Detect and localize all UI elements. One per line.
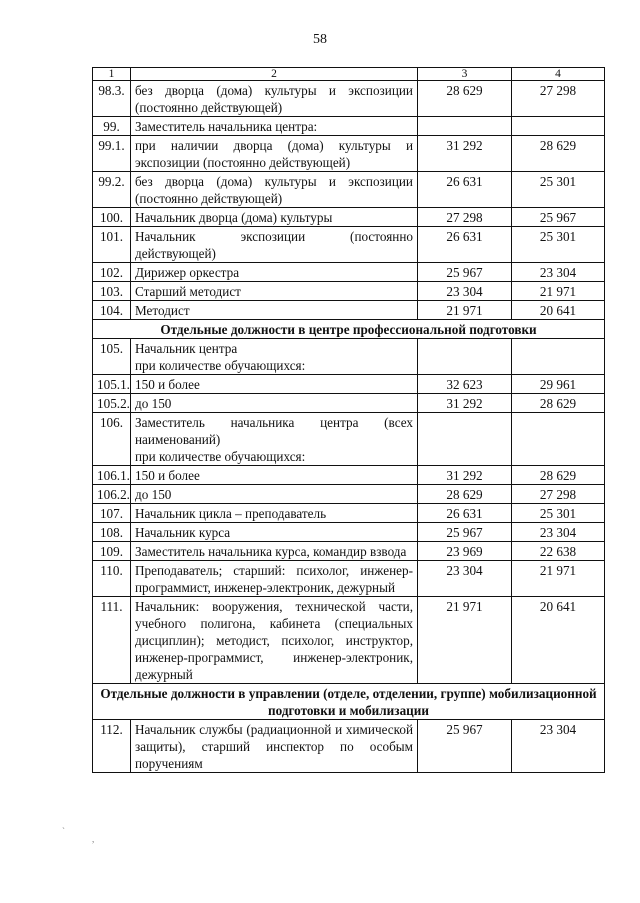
table-row — [93, 117, 605, 136]
column-header: 1 — [93, 68, 131, 81]
scan-artifact: , — [92, 834, 95, 844]
section-title: Отдельные должности в управлении (отделе, отделении, группе) мобилизационной подготовки и мобилизации — [93, 684, 605, 720]
position-name: Старший методист — [131, 282, 418, 301]
row-number: 100. — [93, 208, 131, 227]
salary-value-col4: 23 304 — [512, 720, 605, 773]
salary-value-col3: 23 304 — [418, 282, 512, 301]
salary-table — [92, 67, 605, 773]
position-name: Начальник цикла – преподаватель — [131, 504, 418, 523]
page-number: 58 — [313, 32, 327, 47]
position-name: Заместитель начальника курса, командир взвода — [131, 542, 418, 561]
row-number: 104. — [93, 301, 131, 320]
salary-value-col3: 31 292 — [418, 136, 512, 172]
salary-value-col3: 26 631 — [418, 504, 512, 523]
table-row — [93, 542, 605, 561]
salary-value-col3 — [418, 413, 512, 466]
section-header-row — [93, 320, 605, 339]
row-number: 107. — [93, 504, 131, 523]
table-row — [93, 394, 605, 413]
row-number: 111. — [93, 597, 131, 684]
section-title: Отдельные должности в центре профессиональной подготовки — [93, 320, 605, 339]
row-number: 105.1. — [93, 375, 131, 394]
salary-value-col4: 28 629 — [512, 136, 605, 172]
salary-value-col3: 25 967 — [418, 720, 512, 773]
salary-value-col4: 25 967 — [512, 208, 605, 227]
table-row — [93, 339, 605, 375]
row-number: 112. — [93, 720, 131, 773]
salary-value-col3: 31 292 — [418, 466, 512, 485]
row-number: 101. — [93, 227, 131, 263]
table-row — [93, 301, 605, 320]
position-name: Преподаватель; старший: психолог, инженер-программист, инженер-электроник, дежурный — [131, 561, 418, 597]
salary-value-col4: 21 971 — [512, 561, 605, 597]
section-header-row — [93, 684, 605, 720]
salary-value-col4: 27 298 — [512, 81, 605, 117]
row-number: 108. — [93, 523, 131, 542]
position-name: без дворца (дома) культуры и экспозиции (постоянно действующей) — [131, 172, 418, 208]
salary-value-col3: 27 298 — [418, 208, 512, 227]
position-name: Начальник дворца (дома) культуры — [131, 208, 418, 227]
salary-value-col3: 23 304 — [418, 561, 512, 597]
column-header: 3 — [418, 68, 512, 81]
table-row — [93, 720, 605, 773]
table-row — [93, 413, 605, 466]
table-row — [93, 136, 605, 172]
salary-value-col4: 25 301 — [512, 504, 605, 523]
table-row — [93, 208, 605, 227]
salary-value-col3: 26 631 — [418, 227, 512, 263]
table-row — [93, 597, 605, 684]
row-number: 105. — [93, 339, 131, 375]
position-name: Дирижер оркестра — [131, 263, 418, 282]
column-header: 2 — [131, 68, 418, 81]
salary-value-col3: 28 629 — [418, 81, 512, 117]
row-number: 106.2. — [93, 485, 131, 504]
position-name: Методист — [131, 301, 418, 320]
row-number: 99.1. — [93, 136, 131, 172]
table-row — [93, 504, 605, 523]
salary-value-col4: 27 298 — [512, 485, 605, 504]
salary-value-col4: 23 304 — [512, 263, 605, 282]
salary-value-col3 — [418, 339, 512, 375]
salary-value-col4: 23 304 — [512, 523, 605, 542]
table-row — [93, 172, 605, 208]
row-number: 99.2. — [93, 172, 131, 208]
position-name: Заместитель начальника центра (всех наименований) при количестве обучающихся: — [131, 413, 418, 466]
salary-value-col3: 28 629 — [418, 485, 512, 504]
table-row — [93, 466, 605, 485]
row-number: 106.1. — [93, 466, 131, 485]
position-name: Начальник экспозиции (постоянно действующей) — [131, 227, 418, 263]
salary-value-col3: 31 292 — [418, 394, 512, 413]
salary-value-col4: 28 629 — [512, 466, 605, 485]
position-name: Начальник центра при количестве обучающихся: — [131, 339, 418, 375]
salary-value-col4: 20 641 — [512, 597, 605, 684]
salary-value-col4: 22 638 — [512, 542, 605, 561]
table-row — [93, 523, 605, 542]
salary-value-col4: 21 971 — [512, 282, 605, 301]
position-name: при наличии дворца (дома) культуры и экспозиции (постоянно действующей) — [131, 136, 418, 172]
row-number: 98.3. — [93, 81, 131, 117]
position-name: Начальник курса — [131, 523, 418, 542]
column-header-row — [93, 68, 605, 81]
salary-value-col4 — [512, 413, 605, 466]
position-name: до 150 — [131, 485, 418, 504]
position-name: Заместитель начальника центра: — [131, 117, 418, 136]
position-name: 150 и более — [131, 466, 418, 485]
salary-value-col4: 28 629 — [512, 394, 605, 413]
salary-value-col3 — [418, 117, 512, 136]
position-name: 150 и более — [131, 375, 418, 394]
scan-artifact: ` — [62, 826, 65, 836]
table-row — [93, 282, 605, 301]
table-row — [93, 227, 605, 263]
salary-value-col4: 20 641 — [512, 301, 605, 320]
table-row — [93, 81, 605, 117]
column-header: 4 — [512, 68, 605, 81]
salary-value-col4 — [512, 339, 605, 375]
salary-value-col4: 25 301 — [512, 172, 605, 208]
salary-value-col4 — [512, 117, 605, 136]
salary-value-col3: 26 631 — [418, 172, 512, 208]
salary-value-col4: 25 301 — [512, 227, 605, 263]
salary-value-col4: 29 961 — [512, 375, 605, 394]
position-name: Начальник: вооружения, технической части, учебного полигона, кабинета (специальных дисциплин); методист, психолог, инструктор, инженер-программист, инженер-электроник, дежурный — [131, 597, 418, 684]
position-name: Начальник службы (радиационной и химической защиты), старший инспектор по особым поручениям — [131, 720, 418, 773]
table-row — [93, 561, 605, 597]
salary-value-col3: 21 971 — [418, 301, 512, 320]
position-name: без дворца (дома) культуры и экспозиции (постоянно действующей) — [131, 81, 418, 117]
salary-value-col3: 25 967 — [418, 263, 512, 282]
salary-value-col3: 23 969 — [418, 542, 512, 561]
row-number: 105.2. — [93, 394, 131, 413]
table-row — [93, 263, 605, 282]
row-number: 110. — [93, 561, 131, 597]
table-row — [93, 375, 605, 394]
row-number: 102. — [93, 263, 131, 282]
salary-value-col3: 21 971 — [418, 597, 512, 684]
row-number: 109. — [93, 542, 131, 561]
table-row — [93, 485, 605, 504]
row-number: 99. — [93, 117, 131, 136]
salary-value-col3: 32 623 — [418, 375, 512, 394]
position-name: до 150 — [131, 394, 418, 413]
row-number: 106. — [93, 413, 131, 466]
salary-value-col3: 25 967 — [418, 523, 512, 542]
row-number: 103. — [93, 282, 131, 301]
